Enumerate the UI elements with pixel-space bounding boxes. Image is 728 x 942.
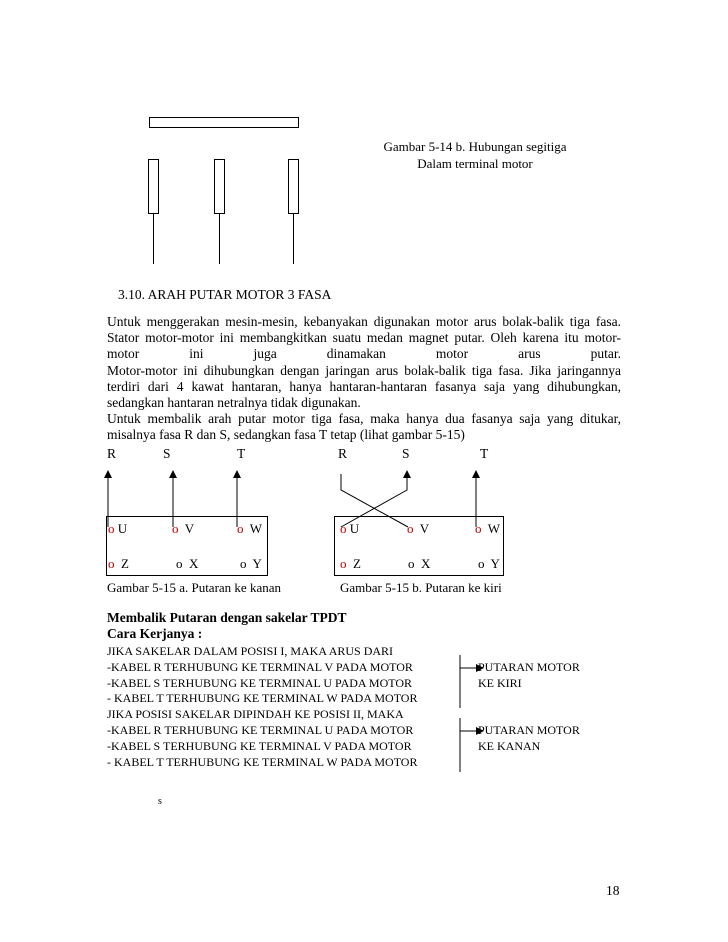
- diagram-b-terminal-w: o W: [475, 521, 501, 536]
- page-number: 18: [606, 883, 620, 898]
- tpdt-lines: [107, 644, 417, 770]
- diagram-a-caption: Gambar 5-15 a. Putaran ke kanan: [107, 580, 281, 595]
- tpdt-line-2: -KABEL R TERHUBUNG KE TERMINAL V PADA MOTOR: [107, 659, 413, 674]
- stray-mark: s: [158, 796, 162, 807]
- tpdt-result-2-line1: PUTARAN MOTOR: [478, 723, 580, 737]
- diagram-b-phase-s: S: [402, 446, 410, 461]
- tpdt-line-1: JIKA SAKELAR DALAM POSISI I, MAKA ARUS DARI: [107, 644, 394, 658]
- diagram-a-phase-s: S: [163, 446, 171, 461]
- diagram-a-phase-t: T: [237, 446, 246, 461]
- tpdt-title: Membalik Putaran dengan sakelar TPDT: [107, 610, 347, 625]
- tpdt-line-7: -KABEL S TERHUBUNG KE TERMINAL V PADA MOTOR: [107, 738, 412, 753]
- tpdt-line-8: - KABEL T TERHUBUNG KE TERMINAL W PADA MOTOR: [107, 754, 418, 769]
- diagram-a-terminal-w: o W: [237, 521, 263, 536]
- caption-line2: Dalam terminal motor: [417, 156, 533, 171]
- diagram-b-phase-r: R: [338, 446, 348, 461]
- diagram-a-terminal-u: o U: [108, 521, 128, 536]
- diagram-a-terminal-x: o X: [176, 556, 199, 571]
- paragraph-2: Motor-motor ini dihubungkan dengan jaringan arus bolak-balik tiga fasa. Jika jaringannya terdiri dari 4 kawat hantaran, hanya hantaran-hantaran fasanya saja yang dihubungkan, sedangkan hantaran netralnya tidak digunakan.: [107, 362, 621, 411]
- diagram-b-caption: Gambar 5-15 b. Putaran ke kiri: [340, 580, 502, 595]
- diagram-b-terminal-x: o X: [408, 556, 431, 571]
- diagram-a-terminal-y: o Y: [240, 556, 262, 571]
- tpdt-result-1: [478, 660, 580, 692]
- tpdt-line-5: JIKA POSISI SAKELAR DIPINDAH KE POSISI II, MAKA: [107, 707, 404, 722]
- caption-line1: Gambar 5-14 b. Hubungan segitiga: [383, 139, 567, 154]
- tpdt-subtitle: Cara Kerjanya :: [107, 626, 203, 641]
- tpdt-result-1-line2: KE KIRI: [478, 675, 522, 690]
- diagram-b-terminal-y: o Y: [478, 556, 500, 571]
- tpdt-result-2: [478, 723, 580, 755]
- paragraph-3: Untuk membalik arah putar motor tiga fasa, maka hanya dua fasanya saja yang ditukar, misalnya fasa R dan S, sedangkan fasa T tetap (lihat gambar 5-15): [107, 411, 621, 443]
- diagram-a-terminal-v: o V: [172, 521, 195, 536]
- paragraph-1: Untuk menggerakan mesin-mesin, kebanyakan digunakan motor arus bolak-balik tiga fasa. Stator motor-motor ini membangkitkan suatu medan magnet putar. Oleh karena itu motor-motor ini juga dinamakan motor arus putar.: [107, 314, 621, 362]
- tpdt-result-2-line2: KE KANAN: [478, 738, 541, 753]
- tpdt-line-6: -KABEL R TERHUBUNG KE TERMINAL U PADA MOTOR: [107, 722, 414, 737]
- tpdt-line-4: - KABEL T TERHUBUNG KE TERMINAL W PADA MOTOR: [107, 691, 418, 706]
- diagram-a-terminal-z: o Z: [108, 556, 129, 571]
- tpdt-line-3: -KABEL S TERHUBUNG KE TERMINAL U PADA MOTOR: [107, 675, 413, 690]
- diagram-b-wire-r: [341, 474, 408, 527]
- tpdt-result-1-line1: PUTARAN MOTOR: [478, 660, 580, 674]
- diagram-b-phase-t: T: [480, 446, 489, 461]
- diagram-b-wire-s: [341, 474, 407, 527]
- section-heading: 3.10. ARAH PUTAR MOTOR 3 FASA: [118, 287, 332, 302]
- diagram-b-terminal-z: o Z: [340, 556, 361, 571]
- diagram-b-terminal-v: o V: [407, 521, 430, 536]
- diagram-a-phase-r: R: [107, 446, 117, 461]
- diagram-b-terminal-u: o U: [340, 521, 360, 536]
